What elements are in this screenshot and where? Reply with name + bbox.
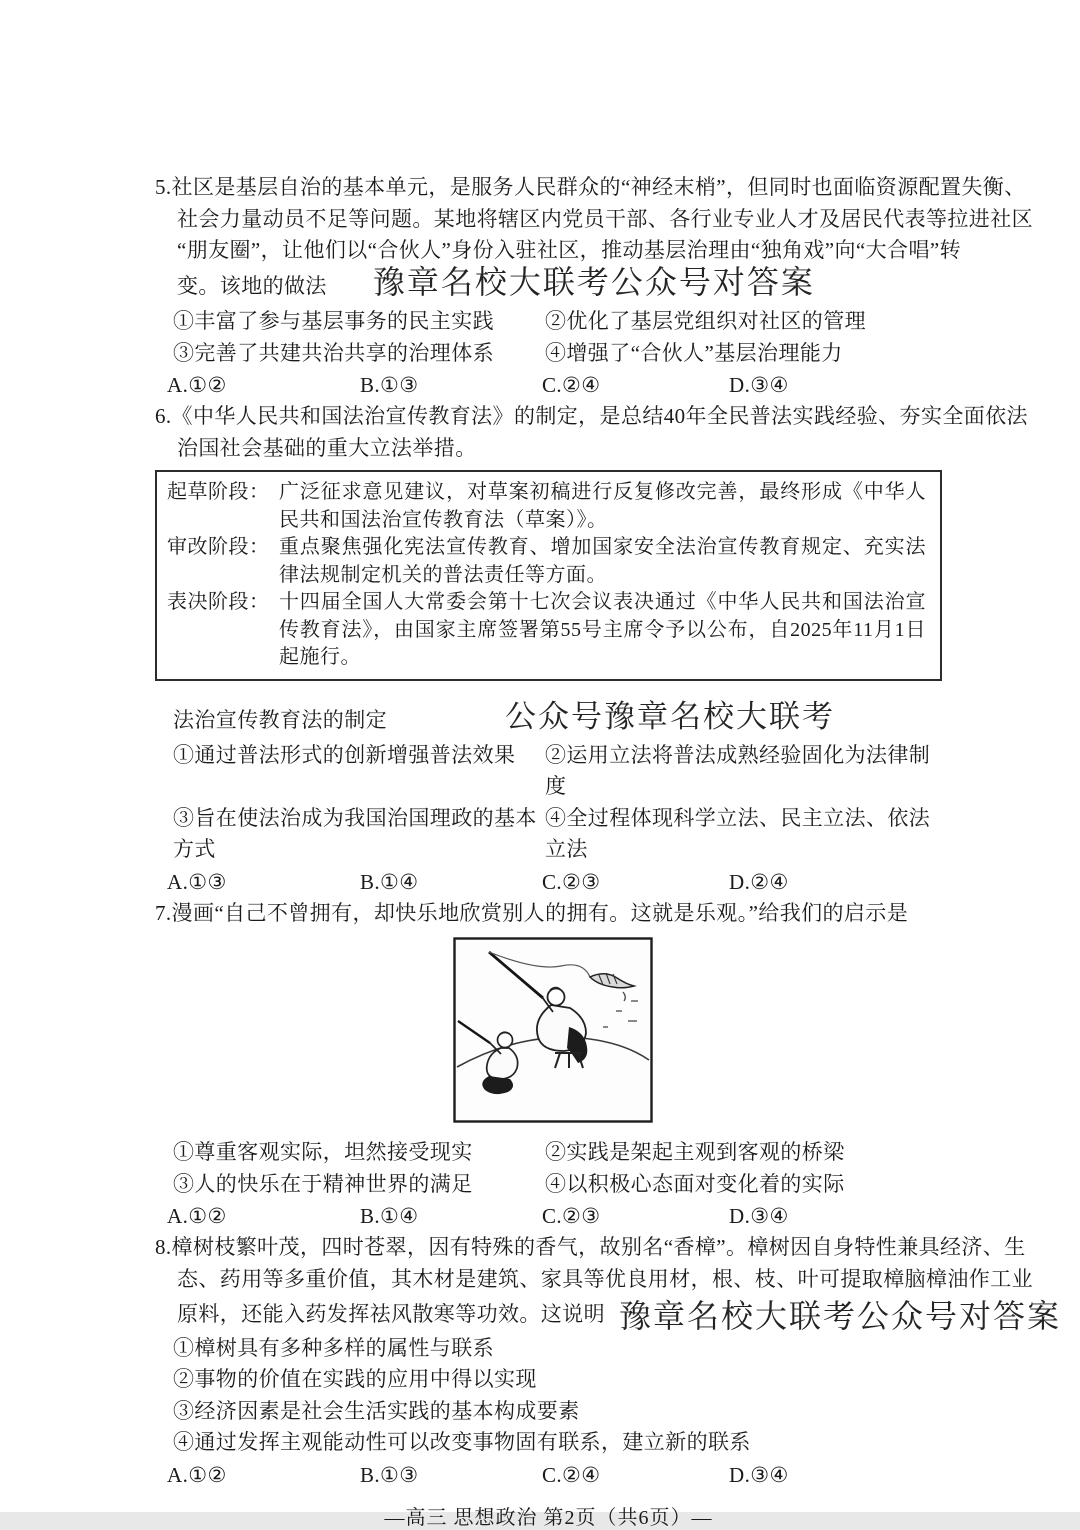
- table-row-vote: [167, 589, 926, 672]
- q5-option-4: ④增强了“合伙人”基层治理能力: [545, 340, 843, 365]
- question-7: [155, 898, 942, 1233]
- q6-option-1: ①通过普法形式的创新增强普法效果: [173, 742, 516, 767]
- q5-stem: [155, 172, 1033, 302]
- q8-option-1: ①樟树具有多种多样的属性与联系: [173, 1335, 494, 1360]
- q5-choices: [155, 369, 942, 401]
- q5-option-1: ①丰富了参与基层事务的民主实践: [173, 309, 494, 333]
- q8-stem-line-1: 8.樟树枝繁叶茂，四时苍翠，因有特殊的香气，故别名“香樟”。樟树因自身特性兼具经济、生: [155, 1235, 1026, 1259]
- watermark-answers-banner-2: 豫章名校大联考公众号对答案: [619, 1298, 1062, 1334]
- q8-choice-c: C.②④: [542, 1462, 601, 1487]
- stage-label-drafting: 起草阶段：: [167, 481, 270, 503]
- q6-choice-b: B.①④: [360, 869, 419, 894]
- stage-label-vote: 表决阶段：: [167, 591, 270, 613]
- q7-option-4: ④以积极心态面对变化着的实际: [545, 1171, 845, 1196]
- q5-stem-line-1: 5.社区是基层自治的基本单元，是服务人民群众的“神经末梢”，但同时也面临资源配置失衡、: [155, 175, 1026, 199]
- q5-stem-line-3: “朋友圈”，让他们以“合伙人”身份入驻社区，推动基层治理由“独角戏”向“大合唱”转: [177, 238, 961, 262]
- q5-option-3: ③完善了共建共治共享的治理体系: [173, 340, 494, 365]
- question-6: [155, 401, 1028, 898]
- table-row-drafting: [167, 479, 926, 534]
- q7-options: [155, 1137, 942, 1200]
- q8-stem: [155, 1232, 1062, 1334]
- q6-options: [155, 740, 942, 866]
- q8-option-3: ③经济因素是社会生活实践的基本构成要素: [173, 1398, 580, 1423]
- q8-options: [155, 1333, 942, 1459]
- legislation-stages-table: [155, 470, 942, 681]
- optimism-cartoon-image: [453, 937, 942, 1125]
- stage-label-review: 审改阶段：: [167, 536, 270, 558]
- q8-option-2: ②事物的价值在实践的应用中得以实现: [173, 1367, 537, 1391]
- q6-choice-c: C.②③: [542, 869, 601, 894]
- q8-choice-a: A.①②: [167, 1462, 227, 1487]
- q7-choice-c: C.②③: [542, 1204, 601, 1228]
- q5-stem-line-4: 变。该地的做法: [177, 273, 327, 298]
- q7-choices: [155, 1200, 942, 1232]
- stage-text-review: 重点聚焦强化宪法宣传教育、增加国家安全法治宣传教育规定、充实法律法规制定机关的普法责任等方面。: [279, 536, 926, 586]
- q7-option-3: ③人的快乐在于精神世界的满足: [173, 1171, 473, 1196]
- q6-option-3: ③旨在使法治成为我国治国理政的基本方式: [173, 805, 537, 861]
- q8-stem-line-3: 原料，还能入药发挥祛风散寒等功效。这说明: [177, 1302, 605, 1326]
- q8-choices: [155, 1459, 942, 1491]
- q8-stem-line-2: 态、药用等多重价值，其木材是建筑、家具等优良用材，根、枝、叶可提取樟脑樟油作工业: [177, 1266, 1033, 1291]
- q7-choice-a: A.①②: [167, 1204, 227, 1228]
- q5-options: [155, 306, 942, 369]
- q5-choice-d: D.③④: [729, 373, 789, 397]
- q8-choice-b: B.①③: [360, 1462, 419, 1487]
- q6-option-4: ④全过程体现科学立法、民主立法、依法立法: [545, 805, 931, 861]
- q5-choice-b: B.①③: [360, 373, 419, 397]
- q7-choice-b: B.①④: [360, 1204, 419, 1228]
- stage-text-drafting: 广泛征求意见建议，对草案初稿进行反复修改完善，最终形成《中华人民共和国法治宣传教育法（草案）》。: [279, 481, 926, 531]
- q7-choice-d: D.③④: [729, 1204, 789, 1228]
- q7-option-2: ②实践是架起主观到客观的桥梁: [545, 1140, 845, 1164]
- watermark-account-banner: 公众号豫章名校大联考: [505, 698, 835, 734]
- question-5: [155, 172, 1033, 401]
- q6-stem-line-1: 6.《中华人民共和国法治宣传教育法》的制定，是总结40年全民普法实践经验、夯实全面依法: [155, 404, 1028, 428]
- table-row-review: [167, 534, 926, 589]
- q7-option-1: ①尊重客观实际，坦然接受现实: [173, 1140, 473, 1164]
- stage-text-vote: 十四届全国人大常委会第十七次会议表决通过《中华人民共和国法治宣传教育法》，由国家主席签署第55号主席令予以公布，自2025年11月1日起施行。: [279, 591, 926, 668]
- q6-stem: [155, 401, 1028, 464]
- q6-choice-d: D.②④: [729, 869, 789, 894]
- q6-option-2: ②运用立法将普法成熟经验固化为法律制度: [545, 742, 931, 798]
- q6-stem-line-2: 治国社会基础的重大立法举措。: [177, 435, 477, 460]
- q5-stem-line-2: 社会力量动员不足等问题。某地将辖区内党员干部、各行业专业人才及居民代表等拉进社区: [177, 206, 1033, 231]
- q5-choice-a: A.①②: [167, 373, 227, 397]
- q6-choices: [155, 866, 942, 898]
- q8-choice-d: D.③④: [729, 1462, 789, 1487]
- q5-option-2: ②优化了基层党组织对社区的管理: [545, 309, 866, 333]
- q5-choice-c: C.②④: [542, 373, 601, 397]
- question-8: [155, 1232, 1062, 1491]
- fishing-cartoon-drawing: [453, 937, 653, 1123]
- watermark-answers-banner-1: 豫章名校大联考公众号对答案: [372, 263, 815, 300]
- page-footer: —高三 思想政治 第2页（共6页）—: [384, 1506, 713, 1529]
- q6-choice-a: A.①③: [167, 869, 227, 894]
- q7-stem-line-1: 7.漫画“自己不曾拥有，却快乐地欣赏别人的拥有。这就是乐观。”给我们的启示是: [155, 900, 909, 925]
- q6-leadin: 法治宣传教育法的制定: [173, 707, 387, 732]
- q8-option-4: ④通过发挥主观能动性可以改变事物固有联系，建立新的联系: [173, 1430, 751, 1454]
